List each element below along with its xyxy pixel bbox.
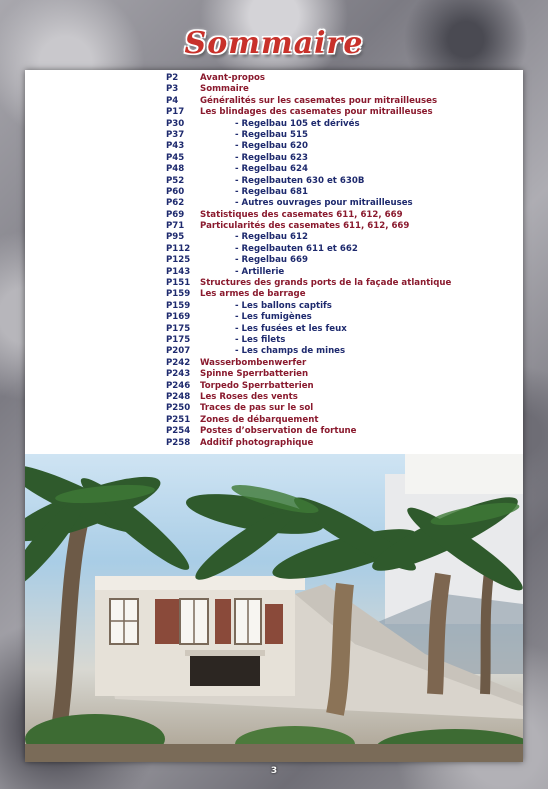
- toc-page-ref: P258: [166, 437, 191, 448]
- toc-entry: [166, 176, 506, 187]
- toc-entry-title: - Les fusées et les feux: [235, 323, 347, 334]
- toc-entry: [166, 312, 506, 323]
- toc-page-ref: P3: [166, 84, 179, 95]
- toc-entry: [166, 267, 506, 278]
- toc-page-ref: P17: [166, 107, 185, 118]
- toc-page-ref: P4: [166, 95, 179, 106]
- toc-page-ref: P71: [166, 221, 185, 232]
- toc-page-ref: P151: [166, 278, 191, 289]
- toc-page-ref: P243: [166, 369, 191, 380]
- toc-page-ref: P60: [166, 186, 185, 197]
- toc-entry-title: - Les filets: [235, 334, 286, 345]
- toc-entry-title: Statistiques des casemates 611, 612, 669: [200, 209, 403, 220]
- toc-entry: [166, 210, 506, 221]
- toc-page-ref: P52: [166, 175, 185, 186]
- toc-entry: [166, 335, 506, 346]
- toc-entry: [166, 244, 506, 255]
- toc-entry-title: - Regelbau 515: [235, 129, 308, 140]
- toc-entry: [166, 141, 506, 152]
- toc-entry: [166, 369, 506, 380]
- toc-entry: [166, 438, 506, 449]
- toc-entry-title: Les blindages des casemates pour mitrailleuses: [200, 107, 433, 118]
- toc-entry: [166, 232, 506, 243]
- toc-entry-title: - Regelbau 669: [235, 255, 308, 266]
- toc-page-ref: P95: [166, 232, 185, 243]
- toc-entry: [166, 403, 506, 414]
- toc-entry: [166, 381, 506, 392]
- toc-entry-title: - Regelbauten 611 et 662: [235, 243, 358, 254]
- toc-entry: [166, 153, 506, 164]
- toc-entry-title: Torpedo Sperrbatterien: [200, 380, 314, 391]
- toc-entry: [166, 221, 506, 232]
- toc-page-ref: P246: [166, 380, 191, 391]
- toc-entry: [166, 358, 506, 369]
- toc-page-ref: P37: [166, 129, 185, 140]
- table-of-contents: [25, 70, 523, 454]
- toc-page-ref: P43: [166, 141, 185, 152]
- toc-page-ref: P248: [166, 391, 191, 402]
- toc-entry: [166, 346, 506, 357]
- toc-page-ref: P143: [166, 266, 191, 277]
- toc-entry: [166, 119, 506, 130]
- toc-entry: [166, 84, 506, 95]
- toc-entry-title: Les armes de barrage: [200, 289, 306, 300]
- toc-page-ref: P159: [166, 300, 191, 311]
- toc-page-ref: P175: [166, 323, 191, 334]
- toc-entry-title: Wasserbombenwerfer: [200, 357, 307, 368]
- toc-entry-title: - Regelbauten 630 et 630B: [235, 175, 365, 186]
- toc-page-ref: P2: [166, 73, 179, 83]
- toc-entry-title: Généralités sur les casemates pour mitrailleuses: [200, 95, 438, 106]
- toc-entry-title: - Les champs de mines: [235, 346, 346, 357]
- toc-page-ref: P169: [166, 312, 191, 323]
- toc-entry: [166, 415, 506, 426]
- toc-entry: [166, 96, 506, 107]
- toc-entry: [166, 289, 506, 300]
- toc-page-ref: P254: [166, 426, 191, 437]
- toc-entry-title: Zones de débarquement: [200, 414, 319, 425]
- toc-entry-title: Traces de pas sur le sol: [200, 403, 314, 414]
- toc-entry: [166, 198, 506, 209]
- toc-entry-title: Les Roses des vents: [200, 391, 298, 402]
- toc-entry-title: - Regelbau 612: [235, 232, 308, 243]
- toc-page-ref: P250: [166, 403, 191, 414]
- toc-entry: [166, 255, 506, 266]
- toc-page-ref: P125: [166, 255, 191, 266]
- toc-entry: [166, 187, 506, 198]
- toc-entry-title: Additif photographique: [200, 437, 314, 448]
- toc-entry-title: - Les fumigènes: [235, 312, 312, 323]
- toc-page-ref: P251: [166, 414, 191, 425]
- toc-page-ref: P175: [166, 334, 191, 345]
- toc-page-ref: P159: [166, 289, 191, 300]
- toc-list: [166, 73, 506, 449]
- toc-entry-title: - Artillerie: [235, 266, 285, 277]
- toc-entry-title: Spinne Sperrbatterien: [200, 369, 309, 380]
- toc-entry: [166, 324, 506, 335]
- toc-page-ref: P112: [166, 243, 191, 254]
- toc-entry-title: Structures des grands ports de la façade atlantique: [200, 278, 452, 289]
- toc-entry: [166, 426, 506, 437]
- toc-entry-title: - Regelbau 105 et dérivés: [235, 118, 360, 129]
- toc-entry-title: - Regelbau 624: [235, 164, 308, 175]
- bunker-photo-graphic: [25, 454, 523, 762]
- toc-entry-title: Particularités des casemates 611, 612, 669: [200, 221, 410, 232]
- toc-page-ref: P30: [166, 118, 185, 129]
- toc-entry-title: - Les ballons captifs: [235, 300, 332, 311]
- toc-entry: [166, 164, 506, 175]
- bunker-photo: [25, 454, 523, 762]
- toc-entry-title: Postes d’observation de fortune: [200, 426, 357, 437]
- toc-entry-title: Sommaire: [200, 84, 249, 95]
- toc-entry: [166, 73, 506, 84]
- toc-page-ref: P48: [166, 164, 185, 175]
- toc-page-ref: P69: [166, 209, 185, 220]
- toc-entry-title: - Regelbau 620: [235, 141, 308, 152]
- toc-page-ref: P62: [166, 198, 185, 209]
- toc-entry: [166, 130, 506, 141]
- toc-entry-title: - Regelbau 623: [235, 152, 308, 163]
- toc-entry: [166, 107, 506, 118]
- toc-entry: [166, 278, 506, 289]
- toc-entry-title: Avant-propos: [200, 73, 266, 83]
- toc-page-ref: P207: [166, 346, 191, 357]
- toc-page-ref: P242: [166, 357, 191, 368]
- toc-page-ref: P45: [166, 152, 185, 163]
- page-title: Sommaire: [184, 26, 364, 61]
- toc-entry: [166, 392, 506, 403]
- toc-entry: [166, 301, 506, 312]
- toc-entry-title: - Regelbau 681: [235, 186, 308, 197]
- page-number: 3: [270, 766, 278, 776]
- toc-entry-title: - Autres ouvrages pour mitrailleuses: [235, 198, 413, 209]
